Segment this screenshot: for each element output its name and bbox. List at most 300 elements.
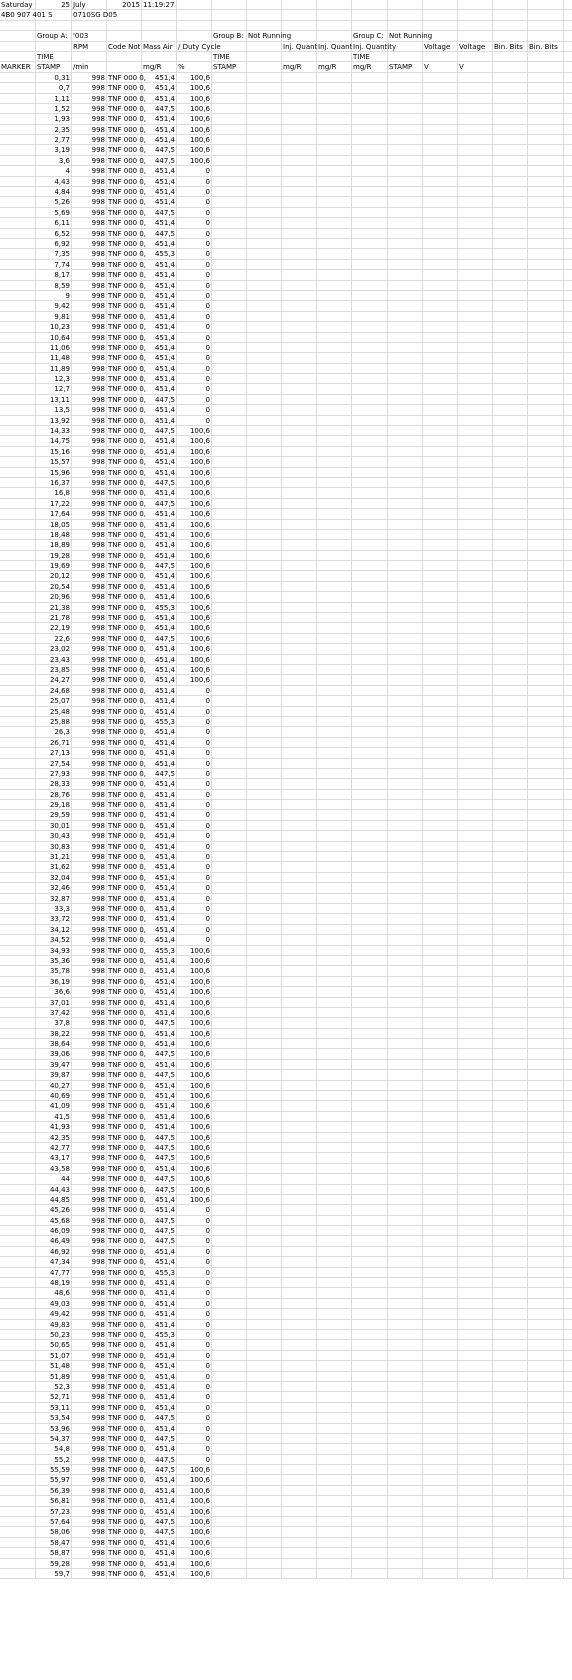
empty-cell[interactable] xyxy=(212,145,247,155)
empty-cell[interactable] xyxy=(493,1122,528,1132)
empty-cell[interactable] xyxy=(282,935,317,945)
empty-cell[interactable] xyxy=(352,779,388,789)
empty-cell[interactable] xyxy=(423,592,458,602)
empty-cell[interactable] xyxy=(352,1008,388,1018)
empty-cell[interactable] xyxy=(493,384,528,394)
empty-cell[interactable] xyxy=(458,1247,493,1257)
empty-cell[interactable] xyxy=(352,426,388,436)
empty-cell[interactable] xyxy=(528,197,564,207)
empty-cell[interactable] xyxy=(458,1185,493,1195)
empty-cell[interactable] xyxy=(528,1008,564,1018)
mass-air-cell[interactable]: 451,4 xyxy=(142,530,177,540)
empty-cell[interactable] xyxy=(282,862,317,872)
duty-cycle-cell[interactable]: 100,6 xyxy=(177,561,212,571)
empty-cell[interactable] xyxy=(423,977,458,987)
empty-cell[interactable] xyxy=(528,842,564,852)
empty-cell[interactable] xyxy=(352,1361,388,1371)
empty-cell[interactable] xyxy=(458,1351,493,1361)
empty-cell[interactable] xyxy=(212,135,247,145)
mass-air-cell[interactable]: 447,5 xyxy=(142,1143,177,1153)
empty-cell[interactable] xyxy=(352,73,388,83)
rpm-cell[interactable]: 998 xyxy=(72,488,107,498)
code-not-cell[interactable]: TNF 000 0, xyxy=(108,1507,147,1516)
mass-air-cell[interactable]: 451,4 xyxy=(142,738,177,748)
empty-cell[interactable] xyxy=(423,748,458,758)
empty-cell[interactable] xyxy=(423,1444,458,1454)
code-not-cell[interactable]: TNF 000 0, xyxy=(108,582,147,591)
duty-cycle-cell[interactable]: 100,6 xyxy=(177,1164,212,1174)
empty-cell[interactable] xyxy=(282,1112,317,1122)
empty-cell[interactable] xyxy=(388,353,423,363)
empty-cell[interactable] xyxy=(388,977,423,987)
rpm-cell[interactable]: 998 xyxy=(72,208,107,218)
marker-cell[interactable] xyxy=(0,83,36,93)
empty-cell[interactable] xyxy=(212,488,247,498)
time-stamp-cell[interactable]: 56,81 xyxy=(36,1496,72,1506)
empty-cell[interactable] xyxy=(282,312,317,322)
code-not-cell[interactable]: TNF 000 0, xyxy=(108,666,147,674)
empty-cell[interactable] xyxy=(247,540,282,550)
time-stamp-cell[interactable]: 27,93 xyxy=(36,769,72,779)
empty-cell[interactable] xyxy=(212,478,247,488)
empty-cell[interactable] xyxy=(423,1185,458,1195)
marker-cell[interactable] xyxy=(0,1091,36,1101)
empty-cell[interactable] xyxy=(388,218,423,228)
marker-cell[interactable] xyxy=(0,447,36,457)
empty-cell[interactable] xyxy=(247,1340,282,1350)
time-stamp-cell[interactable]: 20,96 xyxy=(36,592,72,602)
empty-cell[interactable] xyxy=(247,166,282,176)
code-not-cell[interactable]: TNF 000 0, xyxy=(108,73,147,82)
empty-cell[interactable] xyxy=(282,83,317,93)
code-not-cell[interactable]: TNF 000 0, xyxy=(108,624,147,633)
empty-cell[interactable] xyxy=(282,478,317,488)
code-not-cell[interactable]: TNF 000 0, xyxy=(108,1237,147,1246)
time-stamp-cell[interactable]: 9 xyxy=(36,291,72,301)
mass-air-cell[interactable]: 451,4 xyxy=(142,1569,177,1579)
empty-cell[interactable] xyxy=(423,1434,458,1444)
empty-cell[interactable] xyxy=(388,831,423,841)
empty-cell[interactable] xyxy=(388,1216,423,1226)
empty-cell[interactable] xyxy=(247,613,282,623)
empty-cell[interactable] xyxy=(493,1029,528,1039)
empty-cell[interactable] xyxy=(423,831,458,841)
code-not-cell[interactable]: TNF 000 0, xyxy=(108,1362,147,1371)
empty-cell[interactable] xyxy=(317,1101,352,1111)
time-stamp-cell[interactable]: 26,3 xyxy=(36,727,72,737)
duty-cycle-cell[interactable]: 0 xyxy=(177,738,212,748)
empty-cell[interactable] xyxy=(352,1569,388,1579)
empty-cell[interactable] xyxy=(317,104,352,114)
empty-cell[interactable] xyxy=(282,1475,317,1485)
rpm-cell[interactable]: 998 xyxy=(72,675,107,685)
empty-cell[interactable] xyxy=(317,499,352,509)
empty-cell[interactable] xyxy=(528,1236,564,1246)
rpm-cell[interactable]: 998 xyxy=(72,1070,107,1080)
rpm-cell[interactable]: 998 xyxy=(72,1475,107,1485)
empty-cell[interactable] xyxy=(493,1299,528,1309)
empty-cell[interactable] xyxy=(458,145,493,155)
empty-cell[interactable] xyxy=(317,177,352,187)
empty-cell[interactable] xyxy=(352,821,388,831)
empty-cell[interactable] xyxy=(458,509,493,519)
empty-cell[interactable] xyxy=(458,1434,493,1444)
marker-cell[interactable] xyxy=(0,1444,36,1454)
empty-cell[interactable] xyxy=(493,1008,528,1018)
code-not-cell[interactable]: TNF 000 0, xyxy=(108,655,147,664)
empty-cell[interactable] xyxy=(388,1288,423,1298)
mass-air-cell[interactable]: 451,4 xyxy=(142,488,177,498)
empty-cell[interactable] xyxy=(493,1424,528,1434)
empty-cell[interactable] xyxy=(247,353,282,363)
mass-air-cell[interactable]: 447,5 xyxy=(142,1465,177,1475)
mass-air-cell[interactable]: 451,4 xyxy=(142,748,177,758)
time-stamp-cell[interactable]: 47,34 xyxy=(36,1257,72,1267)
empty-cell[interactable] xyxy=(247,1216,282,1226)
empty-cell[interactable] xyxy=(388,499,423,509)
empty-cell[interactable] xyxy=(282,883,317,893)
time-stamp-cell[interactable]: 50,65 xyxy=(36,1340,72,1350)
mass-air-cell[interactable]: 451,4 xyxy=(142,977,177,987)
code-not-cell[interactable]: TNF 000 0, xyxy=(108,645,147,654)
marker-cell[interactable] xyxy=(0,426,36,436)
empty-cell[interactable] xyxy=(282,281,317,291)
empty-cell[interactable] xyxy=(352,1444,388,1454)
empty-cell[interactable] xyxy=(493,1278,528,1288)
empty-cell[interactable] xyxy=(493,1559,528,1569)
empty-cell[interactable] xyxy=(352,364,388,374)
empty-cell[interactable] xyxy=(317,561,352,571)
empty-cell[interactable] xyxy=(528,1278,564,1288)
empty-cell[interactable] xyxy=(282,1486,317,1496)
empty-cell[interactable] xyxy=(212,520,247,530)
marker-cell[interactable] xyxy=(0,665,36,675)
empty-cell[interactable] xyxy=(282,623,317,633)
mass-air-cell[interactable]: 447,5 xyxy=(142,1434,177,1444)
time-stamp-cell[interactable]: 54,8 xyxy=(36,1444,72,1454)
mass-air-cell[interactable]: 451,4 xyxy=(142,1320,177,1330)
mass-air-cell[interactable]: 451,4 xyxy=(142,1424,177,1434)
empty-cell[interactable] xyxy=(493,1226,528,1236)
empty-cell[interactable] xyxy=(352,582,388,592)
empty-cell[interactable] xyxy=(317,603,352,613)
empty-cell[interactable] xyxy=(212,104,247,114)
time-stamp-cell[interactable]: 39,87 xyxy=(36,1070,72,1080)
empty-cell[interactable] xyxy=(528,1361,564,1371)
empty-cell[interactable] xyxy=(458,1101,493,1111)
empty-cell[interactable] xyxy=(247,987,282,997)
empty-cell[interactable] xyxy=(352,956,388,966)
empty-cell[interactable] xyxy=(423,83,458,93)
mass-air-cell[interactable]: 447,5 xyxy=(142,1174,177,1184)
empty-cell[interactable] xyxy=(528,998,564,1008)
empty-cell[interactable] xyxy=(317,509,352,519)
marker-cell[interactable] xyxy=(0,1382,36,1392)
time-stamp-cell[interactable]: 6,92 xyxy=(36,239,72,249)
mass-air-cell[interactable]: 451,4 xyxy=(142,551,177,561)
empty-cell[interactable] xyxy=(458,1153,493,1163)
empty-cell[interactable] xyxy=(317,540,352,550)
empty-cell[interactable] xyxy=(423,405,458,415)
empty-cell[interactable] xyxy=(352,1216,388,1226)
code-not-cell[interactable]: TNF 000 0, xyxy=(108,468,147,477)
empty-cell[interactable] xyxy=(352,1403,388,1413)
code-not-cell[interactable]: TNF 000 0, xyxy=(108,1414,147,1423)
empty-cell[interactable] xyxy=(247,873,282,883)
rpm-cell[interactable]: 998 xyxy=(72,447,107,457)
rpm-cell[interactable]: 998 xyxy=(72,312,107,322)
mass-air-cell[interactable]: 451,4 xyxy=(142,1164,177,1174)
empty-cell[interactable] xyxy=(352,551,388,561)
empty-cell[interactable] xyxy=(282,956,317,966)
marker-cell[interactable] xyxy=(0,301,36,311)
inj-3-unit[interactable]: mg/R xyxy=(352,62,388,72)
empty-cell[interactable] xyxy=(247,655,282,665)
empty-cell[interactable] xyxy=(458,1236,493,1246)
time-stamp-cell[interactable]: 42,77 xyxy=(36,1143,72,1153)
empty-cell[interactable] xyxy=(352,561,388,571)
duty-cycle-cell[interactable]: 100,6 xyxy=(177,1029,212,1039)
empty-cell[interactable] xyxy=(423,270,458,280)
code-not-cell[interactable]: TNF 000 0, xyxy=(108,1331,147,1339)
duty-cycle-cell[interactable]: 100,6 xyxy=(177,603,212,613)
mass-air-cell[interactable]: 451,4 xyxy=(142,623,177,633)
inj-quantity-header[interactable]: Inj. Quantity xyxy=(353,42,397,51)
mass-air-cell[interactable]: 451,4 xyxy=(142,873,177,883)
empty-cell[interactable] xyxy=(493,655,528,665)
code-not-cell[interactable]: TNF 000 0, xyxy=(108,219,147,228)
empty-cell[interactable] xyxy=(317,738,352,748)
empty-cell[interactable] xyxy=(352,468,388,478)
mass-air-cell[interactable]: 451,4 xyxy=(142,405,177,415)
empty-cell[interactable] xyxy=(282,1330,317,1340)
empty-cell[interactable] xyxy=(352,873,388,883)
empty-cell[interactable] xyxy=(388,810,423,820)
empty-cell[interactable] xyxy=(282,1060,317,1070)
marker-cell[interactable] xyxy=(0,592,36,602)
rpm-cell[interactable]: 998 xyxy=(72,686,107,696)
marker-cell[interactable] xyxy=(0,364,36,374)
empty-cell[interactable] xyxy=(212,1039,247,1049)
time-stamp-cell[interactable]: 6,52 xyxy=(36,229,72,239)
code-not-cell[interactable]: TNF 000 0, xyxy=(108,956,147,965)
marker-cell[interactable] xyxy=(0,1403,36,1413)
empty-cell[interactable] xyxy=(493,260,528,270)
duty-cycle-cell[interactable]: 0 xyxy=(177,384,212,394)
empty-cell[interactable] xyxy=(423,1070,458,1080)
marker-cell[interactable] xyxy=(0,1278,36,1288)
empty-cell[interactable] xyxy=(388,1527,423,1537)
stamp-2-header[interactable]: STAMP xyxy=(212,62,247,72)
empty-cell[interactable] xyxy=(528,551,564,561)
empty-cell[interactable] xyxy=(282,229,317,239)
empty-cell[interactable] xyxy=(493,1195,528,1205)
empty-cell[interactable] xyxy=(247,571,282,581)
duty-cycle-cell[interactable]: 100,6 xyxy=(177,125,212,135)
time-stamp-cell[interactable]: 12,3 xyxy=(36,374,72,384)
empty-cell[interactable] xyxy=(528,738,564,748)
empty-cell[interactable] xyxy=(528,1216,564,1226)
time-stamp-cell[interactable]: 58,06 xyxy=(36,1527,72,1537)
rpm-cell[interactable]: 998 xyxy=(72,1288,107,1298)
empty-cell[interactable] xyxy=(282,416,317,426)
empty-cell[interactable] xyxy=(458,571,493,581)
marker-cell[interactable] xyxy=(0,312,36,322)
empty-cell[interactable] xyxy=(317,1008,352,1018)
empty-cell[interactable] xyxy=(247,197,282,207)
empty-cell[interactable] xyxy=(528,831,564,841)
empty-cell[interactable] xyxy=(423,862,458,872)
empty-cell[interactable] xyxy=(317,1475,352,1485)
empty-cell[interactable] xyxy=(282,114,317,124)
empty-cell[interactable] xyxy=(388,333,423,343)
time-stamp-cell[interactable]: 37,01 xyxy=(36,998,72,1008)
marker-cell[interactable] xyxy=(0,540,36,550)
duty-cycle-cell[interactable]: 0 xyxy=(177,821,212,831)
empty-cell[interactable] xyxy=(212,83,247,93)
code-not-cell[interactable]: TNF 000 0, xyxy=(108,167,147,176)
empty-cell[interactable] xyxy=(317,1288,352,1298)
empty-cell[interactable] xyxy=(247,831,282,841)
empty-cell[interactable] xyxy=(388,135,423,145)
empty-cell[interactable] xyxy=(423,956,458,966)
time-stamp-cell[interactable]: 46,92 xyxy=(36,1247,72,1257)
rpm-cell[interactable]: 998 xyxy=(72,717,107,727)
empty-cell[interactable] xyxy=(388,1268,423,1278)
empty-cell[interactable] xyxy=(493,987,528,997)
empty-cell[interactable] xyxy=(212,883,247,893)
empty-cell[interactable] xyxy=(352,229,388,239)
empty-cell[interactable] xyxy=(528,759,564,769)
empty-cell[interactable] xyxy=(423,769,458,779)
duty-cycle-cell[interactable]: 100,6 xyxy=(177,655,212,665)
time-stamp-cell[interactable]: 2,77 xyxy=(36,135,72,145)
marker-cell[interactable] xyxy=(0,1309,36,1319)
empty-cell[interactable] xyxy=(317,769,352,779)
group-b-value[interactable]: Not Running xyxy=(248,32,292,41)
empty-cell[interactable] xyxy=(282,156,317,166)
duty-cycle-cell[interactable]: 100,6 xyxy=(177,1091,212,1101)
empty-cell[interactable] xyxy=(282,1548,317,1558)
empty-cell[interactable] xyxy=(352,1320,388,1330)
empty-cell[interactable] xyxy=(423,561,458,571)
empty-cell[interactable] xyxy=(212,1060,247,1070)
empty-cell[interactable] xyxy=(352,623,388,633)
rpm-cell[interactable]: 998 xyxy=(72,1403,107,1413)
code-not-cell[interactable]: TNF 000 0, xyxy=(108,842,147,851)
marker-cell[interactable] xyxy=(0,1174,36,1184)
empty-cell[interactable] xyxy=(528,218,564,228)
empty-cell[interactable] xyxy=(423,1091,458,1101)
empty-cell[interactable] xyxy=(282,468,317,478)
empty-cell[interactable] xyxy=(493,468,528,478)
empty-cell[interactable] xyxy=(352,769,388,779)
empty-cell[interactable] xyxy=(388,426,423,436)
empty-cell[interactable] xyxy=(493,644,528,654)
mass-air-cell[interactable]: 451,4 xyxy=(142,353,177,363)
empty-cell[interactable] xyxy=(458,987,493,997)
code-not-cell[interactable]: TNF 000 0, xyxy=(108,437,147,446)
empty-cell[interactable] xyxy=(212,540,247,550)
empty-cell[interactable] xyxy=(458,1320,493,1330)
mass-air-cell[interactable]: 451,4 xyxy=(142,1392,177,1402)
code-not-cell[interactable]: TNF 000 0, xyxy=(108,1175,147,1184)
empty-cell[interactable] xyxy=(458,1112,493,1122)
marker-cell[interactable] xyxy=(0,1112,36,1122)
empty-cell[interactable] xyxy=(528,1112,564,1122)
rpm-cell[interactable]: 998 xyxy=(72,1340,107,1350)
empty-cell[interactable] xyxy=(388,655,423,665)
rpm-cell[interactable]: 998 xyxy=(72,530,107,540)
empty-cell[interactable] xyxy=(317,623,352,633)
duty-cycle-cell[interactable]: 0 xyxy=(177,810,212,820)
empty-cell[interactable] xyxy=(458,800,493,810)
empty-cell[interactable] xyxy=(458,904,493,914)
time-stamp-cell[interactable]: 8,59 xyxy=(36,281,72,291)
empty-cell[interactable] xyxy=(247,779,282,789)
empty-cell[interactable] xyxy=(282,603,317,613)
empty-cell[interactable] xyxy=(247,145,282,155)
code-not-cell[interactable]: TNF 000 0, xyxy=(108,749,147,758)
empty-cell[interactable] xyxy=(528,1507,564,1517)
empty-cell[interactable] xyxy=(247,1559,282,1569)
empty-cell[interactable] xyxy=(247,104,282,114)
empty-cell[interactable] xyxy=(282,707,317,717)
empty-cell[interactable] xyxy=(352,966,388,976)
empty-cell[interactable] xyxy=(247,592,282,602)
code-not-cell[interactable]: TNF 000 0, xyxy=(108,1206,147,1215)
mass-air-cell[interactable]: 451,4 xyxy=(142,73,177,83)
month-cell[interactable]: July xyxy=(72,0,107,10)
duty-cycle-cell[interactable]: 100,6 xyxy=(177,499,212,509)
time-stamp-cell[interactable]: 38,22 xyxy=(36,1029,72,1039)
code-not-cell[interactable]: TNF 000 0, xyxy=(108,1476,147,1485)
marker-cell[interactable] xyxy=(0,1507,36,1517)
empty-cell[interactable] xyxy=(528,1569,564,1579)
code-not-cell[interactable]: TNF 000 0, xyxy=(108,1372,147,1381)
empty-cell[interactable] xyxy=(388,384,423,394)
mass-air-cell[interactable]: 451,4 xyxy=(142,1029,177,1039)
empty-cell[interactable] xyxy=(458,478,493,488)
duty-cycle-cell[interactable]: 100,6 xyxy=(177,457,212,467)
empty-cell[interactable] xyxy=(423,800,458,810)
empty-cell[interactable] xyxy=(493,1538,528,1548)
empty-cell[interactable] xyxy=(458,468,493,478)
empty-cell[interactable] xyxy=(352,1413,388,1423)
empty-cell[interactable] xyxy=(352,281,388,291)
mass-air-cell[interactable]: 451,4 xyxy=(142,177,177,187)
empty-cell[interactable] xyxy=(528,177,564,187)
empty-cell[interactable] xyxy=(458,1060,493,1070)
rpm-cell[interactable]: 998 xyxy=(72,883,107,893)
marker-cell[interactable] xyxy=(0,1018,36,1028)
empty-cell[interactable] xyxy=(458,1008,493,1018)
empty-cell[interactable] xyxy=(352,1133,388,1143)
marker-cell[interactable] xyxy=(0,810,36,820)
empty-cell[interactable] xyxy=(352,571,388,581)
empty-cell[interactable] xyxy=(388,166,423,176)
empty-cell[interactable] xyxy=(458,966,493,976)
rpm-cell[interactable]: 998 xyxy=(72,374,107,384)
marker-cell[interactable] xyxy=(0,966,36,976)
mass-air-cell[interactable]: 451,4 xyxy=(142,727,177,737)
empty-cell[interactable] xyxy=(317,1361,352,1371)
empty-cell[interactable] xyxy=(528,862,564,872)
empty-cell[interactable] xyxy=(212,1164,247,1174)
mass-air-cell[interactable]: 451,4 xyxy=(142,260,177,270)
empty-cell[interactable] xyxy=(352,1486,388,1496)
empty-cell[interactable] xyxy=(458,260,493,270)
